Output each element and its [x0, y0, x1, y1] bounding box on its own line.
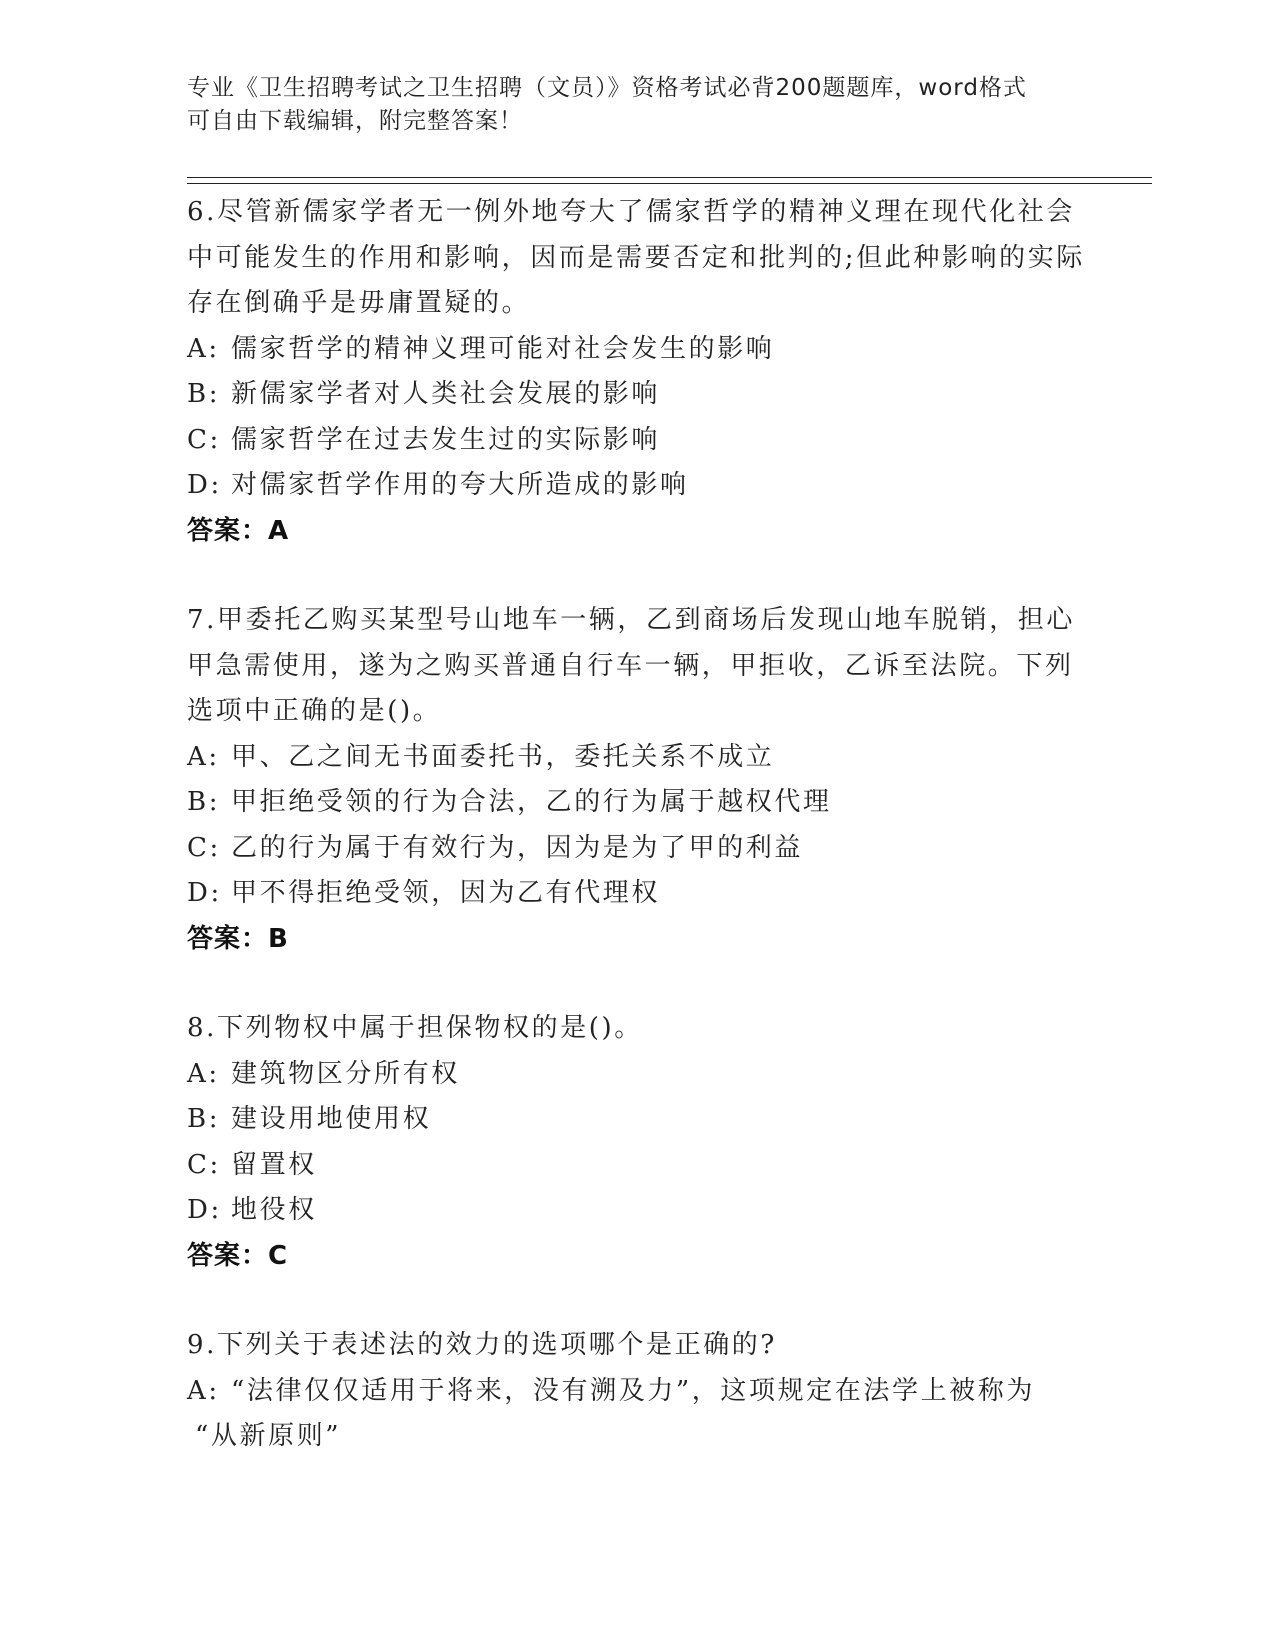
option-text: 建筑物区分所有权: [231, 1058, 460, 1089]
option-label: C:: [187, 832, 221, 863]
answer-line: 答案：A: [187, 515, 290, 546]
header-divider-thin: [187, 183, 1152, 184]
option-d: [187, 1188, 1087, 1234]
header-title-line-1: 专业《卫生招聘考试之卫生招聘（文员）》资格考试必背200题题库，word格式: [187, 75, 1027, 101]
option-label: B:: [187, 787, 221, 817]
option-label: A:: [187, 333, 220, 364]
option-b: [187, 372, 1087, 418]
option-text: 建设用地使用权: [231, 1104, 432, 1134]
question-7: [187, 598, 1087, 962]
option-text: 留置权: [231, 1149, 317, 1180]
option-text: 儒家哲学在过去发生过的实际影响: [231, 424, 661, 455]
option-text: 地役权: [231, 1195, 317, 1225]
option-a: [187, 735, 1087, 781]
option-label: A:: [187, 1058, 220, 1089]
option-text: 甲拒绝受领的行为合法，乙的行为属于越权代理: [231, 787, 832, 817]
option-text: 甲不得拒绝受领，因为乙有代理权: [231, 878, 661, 908]
answer-line: 答案：C: [187, 1240, 289, 1271]
option-a: [187, 1369, 1087, 1415]
question-stem: 9.下列关于表述法的效力的选项哪个是正确的?: [187, 1330, 777, 1360]
option-text: 甲、乙之间无书面委托书，委托关系不成立: [231, 741, 775, 772]
option-a-continuation: “从新原则”: [195, 1421, 342, 1451]
option-d: [187, 463, 1087, 509]
option-label: D:: [187, 470, 222, 500]
option-c: [187, 1143, 1087, 1189]
option-d: [187, 871, 1087, 917]
question-stem: 7.甲委托乙购买某型号山地车一辆，乙到商场后发现山地车脱销，担心甲急需使用，遂为之购买普通自行车一辆，甲拒收，乙诉至法院。下列选项中正确的是()。: [187, 605, 1076, 726]
option-label: D:: [187, 878, 222, 908]
question-list: [187, 190, 1087, 1504]
option-label: B:: [187, 1104, 221, 1134]
option-label: C:: [187, 424, 221, 455]
option-a: [187, 1052, 1087, 1098]
option-text: 对儒家哲学作用的夸大所造成的影响: [231, 470, 689, 500]
question-stem: 8.下列物权中属于担保物权的是()。: [187, 1013, 643, 1043]
option-c: [187, 826, 1087, 872]
option-a: [187, 327, 1087, 373]
header-title-line-2: 可自由下载编辑，附完整答案！: [187, 108, 523, 134]
option-b: [187, 1097, 1087, 1143]
option-label: A:: [187, 741, 220, 772]
question-6: [187, 190, 1087, 554]
option-b: [187, 780, 1087, 826]
answer-line: 答案：B: [187, 923, 289, 954]
option-text: 新儒家学者对人类社会发展的影响: [231, 379, 661, 409]
option-label: A:: [187, 1375, 220, 1406]
option-label: D:: [187, 1195, 222, 1225]
header-divider-thick: [187, 177, 1152, 178]
option-text: 儒家哲学的精神义理可能对社会发生的影响: [231, 333, 775, 364]
question-9: [187, 1323, 1087, 1460]
question-8: [187, 1006, 1087, 1279]
option-label: B:: [187, 379, 221, 409]
option-text: “法律仅仅适用于将来，没有溯及力”，这项规定在法学上被称为: [231, 1375, 1035, 1406]
option-label: C:: [187, 1149, 221, 1180]
option-c: [187, 418, 1087, 464]
question-stem: 6.尽管新儒家学者无一例外地夸大了儒家哲学的精神义理在现代化社会中可能发生的作用和影响，因而是需要否定和批判的;但此种影响的实际存在倒确乎是毋庸置疑的。: [187, 197, 1085, 318]
option-text: 乙的行为属于有效行为，因为是为了甲的利益: [231, 832, 804, 863]
document-header: [187, 72, 1067, 138]
